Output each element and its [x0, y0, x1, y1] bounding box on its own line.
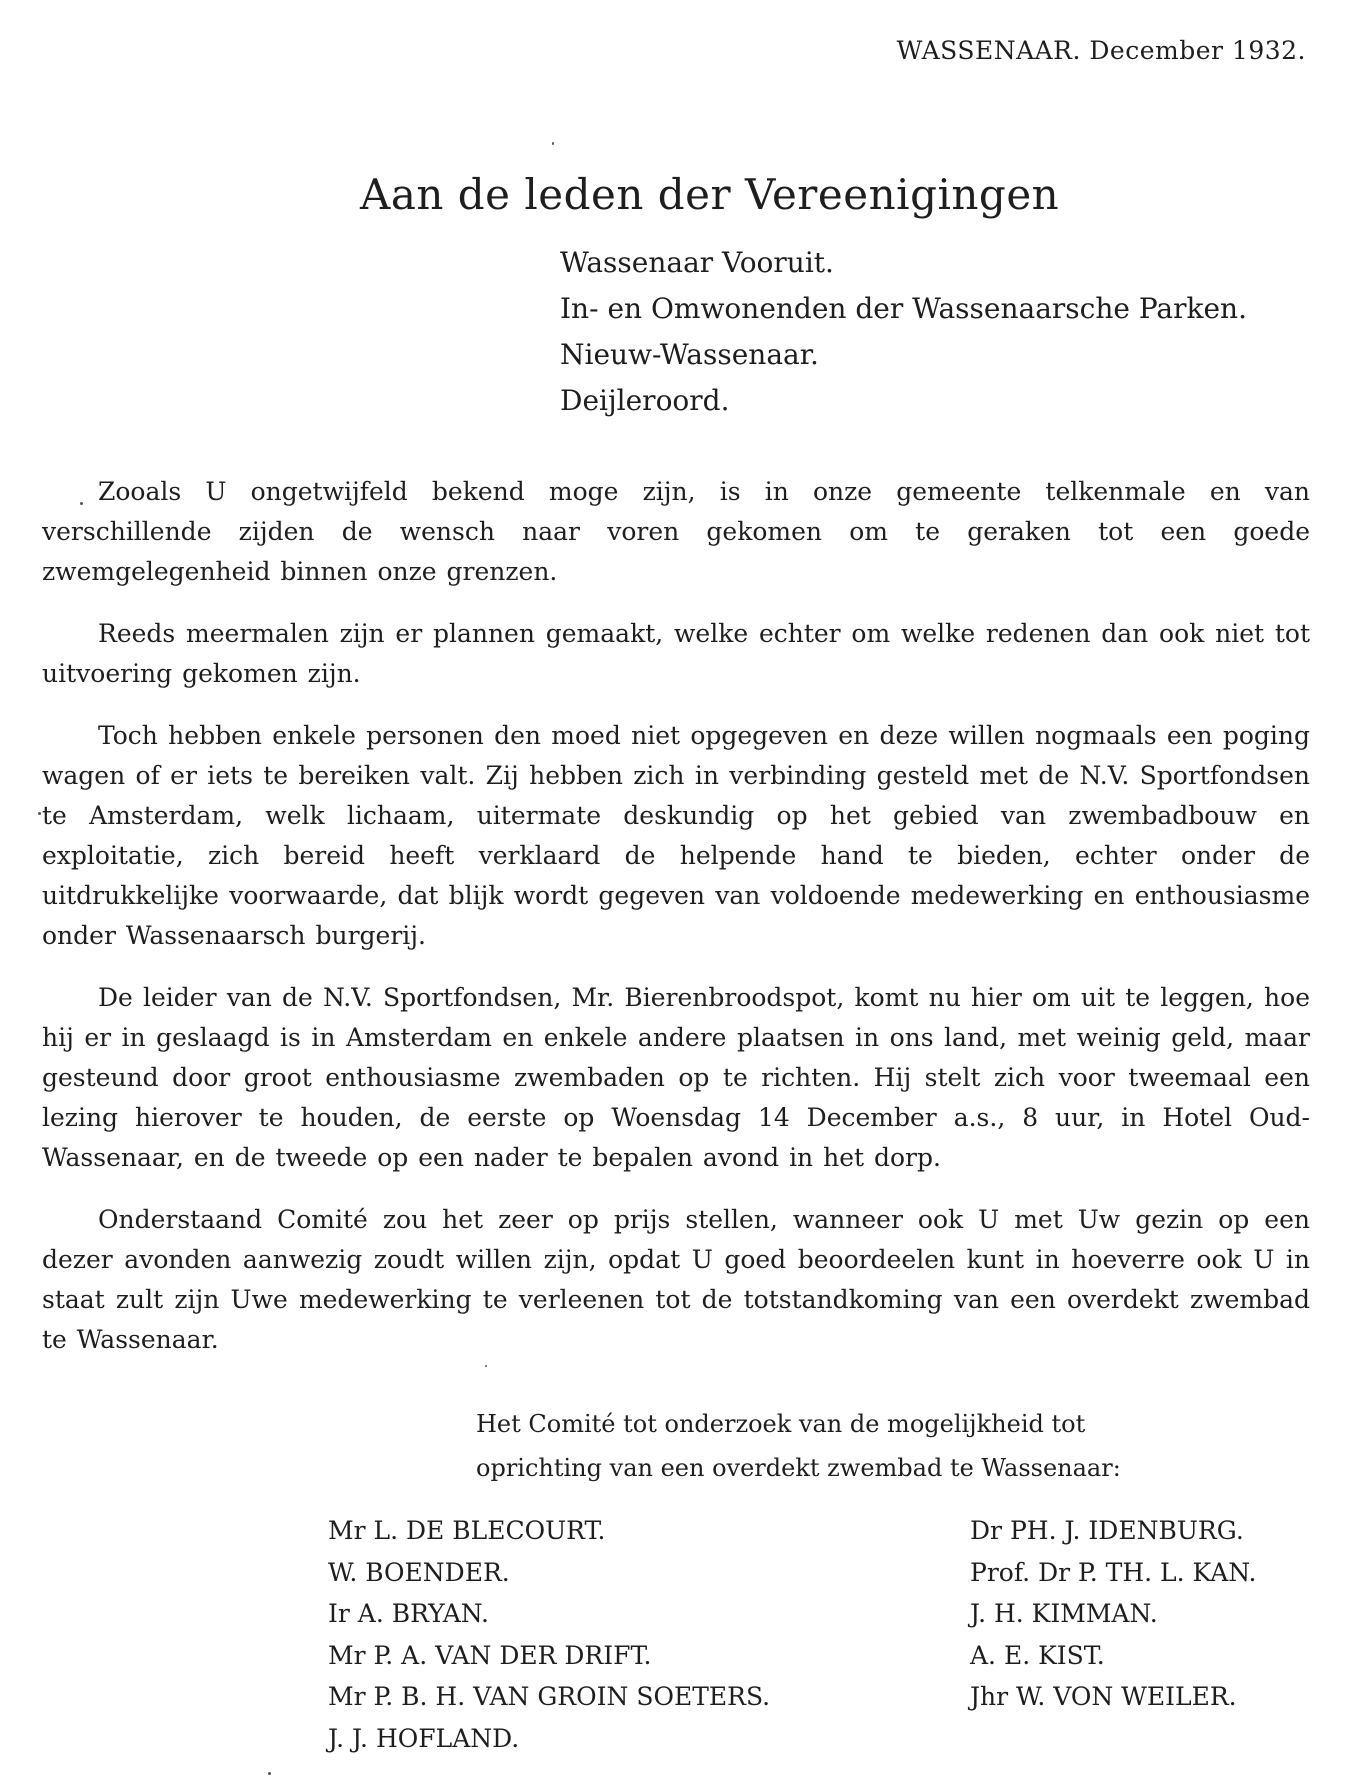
committee-member: Prof. Dr P. TH. L. KAN. [970, 1557, 1257, 1587]
scan-speck [80, 502, 83, 505]
letter-body [42, 472, 1310, 1382]
committee-member: Mr P. A. VAN DER DRIFT. [328, 1640, 652, 1670]
committee-member: Mr L. DE BLECOURT. [328, 1516, 606, 1545]
paragraph: De leider van de N.V. Sportfondsen, Mr. Bierenbroodspot, komt nu hier om uit te leggen, hoe hij er in geslaagd is in Amsterdam en enkele andere plaatsen in ons land, met weinig geld, maar gesteund door groot enthousiasme zwembaden op te richten. Hij stelt zich voor tweemaal een lezing hierover te houden, de eerste op Woensdag 14 December a.s., 8 uur, in Hotel Oud-Wassenaar, en de tweede op een nader te bepalen avond in het dorp. [42, 983, 1310, 1172]
committee-intro-line: Het Comité tot onderzoek van de mogelijkheid tot [476, 1410, 1086, 1438]
committee-intro-line: oprichting van een overdekt zwembad te Wassenaar: [476, 1454, 1121, 1482]
society-item: Wassenaar Vooruit. [560, 246, 834, 279]
society-item: Deijleroord. [560, 384, 730, 417]
letter-title: Aan de leden der Vereenigingen [360, 170, 1060, 219]
committee-member: J. J. HOFLAND. [328, 1723, 520, 1753]
society-item: In- en Omwonenden der Wassenaarsche Parken. [560, 292, 1247, 325]
paragraph: Onderstaand Comité zou het zeer op prijs stellen, wanneer ook U met Uw gezin op een dezer avonden aanwezig zoudt willen zijn, opdat U goed beoordeelen kunt in hoeverre ook U in staat zult zijn Uwe medewerking te verleenen tot de totstandkoming van een overdekt zwembad te Wassenaar. [42, 1205, 1310, 1354]
scan-speck [485, 1365, 487, 1367]
committee-member: A. E. KIST. [970, 1640, 1105, 1670]
committee-member: Ir A. BRYAN. [328, 1599, 489, 1628]
committee-member: Dr PH. J. IDENBURG. [970, 1516, 1244, 1545]
societies-list [560, 240, 1247, 424]
society-item: Nieuw-Wassenaar. [560, 338, 819, 371]
scan-speck [38, 812, 41, 815]
paragraph: Zooals U ongetwijfeld bekend moge zijn, is in onze gemeente telkenmale en van verschillende zijden de wensch naar voren gekomen om te geraken tot een goede zwemgelegenheid binnen onze grenzen. [42, 477, 1310, 586]
committee-member: Mr P. B. H. VAN GROIN SOETERS. [328, 1682, 771, 1711]
committee-members-right [970, 1510, 1256, 1718]
scan-speck [552, 142, 554, 145]
committee-members-left [328, 1510, 770, 1759]
paragraph: Reeds meermalen zijn er plannen gemaakt, welke echter om welke redenen dan ook niet tot uitvoering gekomen zijn. [42, 619, 1310, 688]
committee-member: W. BOENDER. [328, 1557, 510, 1587]
committee-member: J. H. KIMMAN. [970, 1599, 1158, 1628]
date-line: WASSENAAR. December 1932. [896, 36, 1306, 65]
committee-member: Jhr W. VON WEILER. [970, 1682, 1237, 1711]
scan-speck [268, 1772, 271, 1775]
committee-intro [476, 1402, 1121, 1490]
paragraph: Toch hebben enkele personen den moed niet opgegeven en deze willen nogmaals een poging wagen of er iets te bereiken valt. Zij hebben zich in verbinding gesteld met de N.V. Sportfondsen te Amsterdam, welk lichaam, uitermate deskundig op het gebied van zwembadbouw en exploitatie, zich bereid heeft verklaard de helpende hand te bieden, echter onder de uitdrukkelijke voorwaarde, dat blijk wordt gegeven van voldoende medewerking en enthousiasme onder Wassenaarsch burgerij. [42, 721, 1310, 950]
